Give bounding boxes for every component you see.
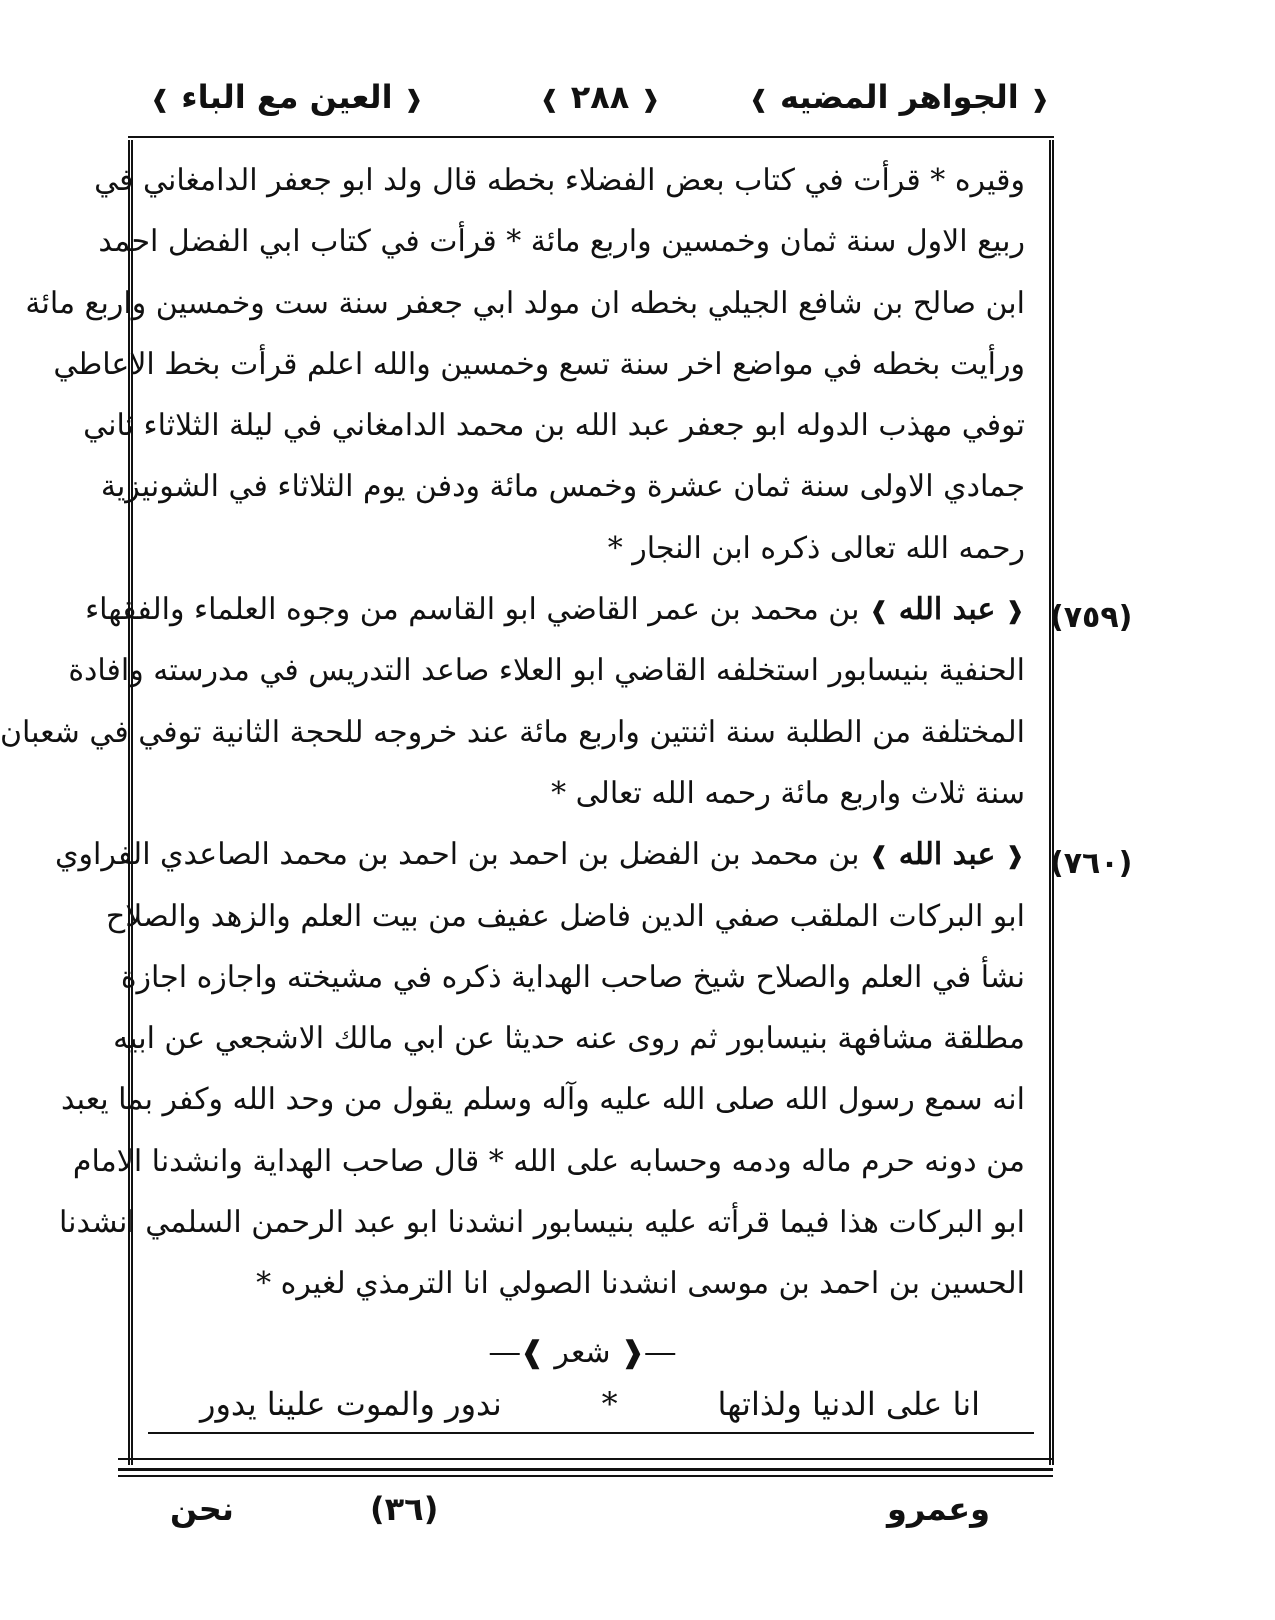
text-line: من دونه حرم ماله ودمه وحسابه على الله * قال صاحب الهداية وانشدنا الامام xyxy=(72,1143,1025,1179)
text-line: ابو البركات الملقب صفي الدين فاضل عفيف من بيت العلم والزهد والصلاح xyxy=(105,898,1025,934)
poem-hemistich-second: ندور والموت علينا يدور xyxy=(200,1385,502,1423)
text-line: ورأيت بخطه في مواضع اخر سنة تسع وخمسين والله اعلم قرأت بخط الاعاطي xyxy=(53,346,1025,382)
entry-number-760: (٧٦٠) xyxy=(1050,846,1133,881)
ornament-icon: ❱ xyxy=(150,85,171,113)
entry-760-first-line xyxy=(55,824,1025,885)
text-line: نشأ في العلم والصلاح شيخ صاحب الهداية ذكره في مشيخته واجازه اجازة xyxy=(120,959,1025,995)
poem-separator: * xyxy=(601,1385,618,1423)
catchword-left: نحن xyxy=(170,1490,234,1528)
signature-mark: (٣٦) xyxy=(370,1490,439,1528)
header-section xyxy=(150,78,424,116)
poem-verse xyxy=(200,1385,980,1423)
entry-name: عبد الله xyxy=(898,592,996,628)
running-header xyxy=(150,78,1050,134)
poem-heading-text: شعر xyxy=(554,1335,611,1370)
text-line: جمادي الاولى سنة ثمان عشرة وخمس مائة ودفن يوم الثلاثاء في الشونيزية xyxy=(100,469,1025,505)
section-title: العين مع الباء xyxy=(181,78,393,116)
page-footer xyxy=(170,1490,990,1540)
ornament-icon: ❱ xyxy=(748,85,769,113)
entry-text: بن محمد بن عمر القاضي ابو القاسم من وجوه العلماء والفقهاء xyxy=(85,592,860,628)
text-line: مطلقة مشافهة بنيسابور ثم روى عنه حديثا عن ابي مالك الاشجعي عن ابيه xyxy=(113,1021,1025,1057)
text-line: ربيع الاول سنة ثمان وخمسين واربع مائة * قرأت في كتاب ابي الفضل احمد xyxy=(98,224,1025,260)
frame-bottom-rule xyxy=(118,1475,1053,1477)
ornament-icon: ❰ xyxy=(1004,841,1025,870)
header-book-title xyxy=(749,78,1050,116)
entry-759-first-line xyxy=(85,579,1025,640)
text-line: الحسين بن احمد بن موسى انشدنا الصولي انا الترمذي لغيره * xyxy=(256,1266,1025,1302)
text-line: سنة ثلاث واربع مائة رحمه الله تعالى * xyxy=(551,775,1025,811)
text-line: ابو البركات هذا فيما قرأته عليه بنيسابور انشدنا ابو عبد الرحمن السلمي انشدنا xyxy=(59,1205,1025,1241)
poem-bottom-rule xyxy=(148,1432,1034,1434)
entry-name: عبد الله xyxy=(898,837,996,873)
ornament-icon: ❰ xyxy=(1029,85,1050,113)
text-line: المختلفة من الطلبة سنة اثنتين واربع مائة عند خروجه للحجة الثانية توفي في شعبان xyxy=(0,714,1025,750)
ornament-icon: ❱ xyxy=(869,841,890,870)
poem-hemistich-first: انا على الدنيا ولذاتها xyxy=(717,1385,980,1423)
book-title: الجواهر المضيه xyxy=(780,78,1019,116)
ornament-icon: ❰ xyxy=(403,85,424,113)
frame-top-rule xyxy=(128,136,1054,138)
flourish-icon: ❱― xyxy=(489,1335,545,1370)
ornament-icon: ❱ xyxy=(539,85,560,113)
flourish-icon: ―❰ xyxy=(620,1335,676,1370)
text-line: وقيره * قرأت في كتاب بعض الفضلاء بخطه قال ولد ابو جعفر الدامغاني في xyxy=(94,163,1025,198)
text-line: توفي مهذب الدوله ابو جعفر عبد الله بن محمد الدامغاني في ليلة الثلاثاء ثاني xyxy=(83,408,1025,444)
ornament-icon: ❰ xyxy=(1004,596,1025,625)
frame-bottom-rule xyxy=(118,1468,1053,1471)
main-text xyxy=(0,150,1025,1315)
catchword-right: وعمرو xyxy=(887,1490,990,1528)
entry-text: بن محمد بن الفضل بن احمد بن احمد بن محمد الصاعدي الفراوي xyxy=(55,837,860,873)
page-number: ٢٨٨ xyxy=(570,78,630,116)
text-line: رحمه الله تعالى ذكره ابن النجار * xyxy=(607,530,1025,566)
frame-bottom-rule xyxy=(118,1458,1053,1460)
text-line: انه سمع رسول الله صلى الله عليه وآله وسلم يقول من وحد الله وكفر بما يعبد xyxy=(60,1082,1025,1118)
header-page-number xyxy=(539,78,660,116)
entry-number-759: (٧٥٩) xyxy=(1050,600,1133,635)
ornament-icon: ❱ xyxy=(869,596,890,625)
text-line: الحنفية بنيسابور استخلفه القاضي ابو العلاء صاعد التدريس في مدرسته وافادة xyxy=(68,653,1025,689)
ornament-icon: ❰ xyxy=(640,85,661,113)
poem-heading xyxy=(140,1335,1025,1370)
text-line: ابن صالح بن شافع الجيلي بخطه ان مولد ابي جعفر سنة ست وخمسين واربع مائة xyxy=(25,285,1025,321)
